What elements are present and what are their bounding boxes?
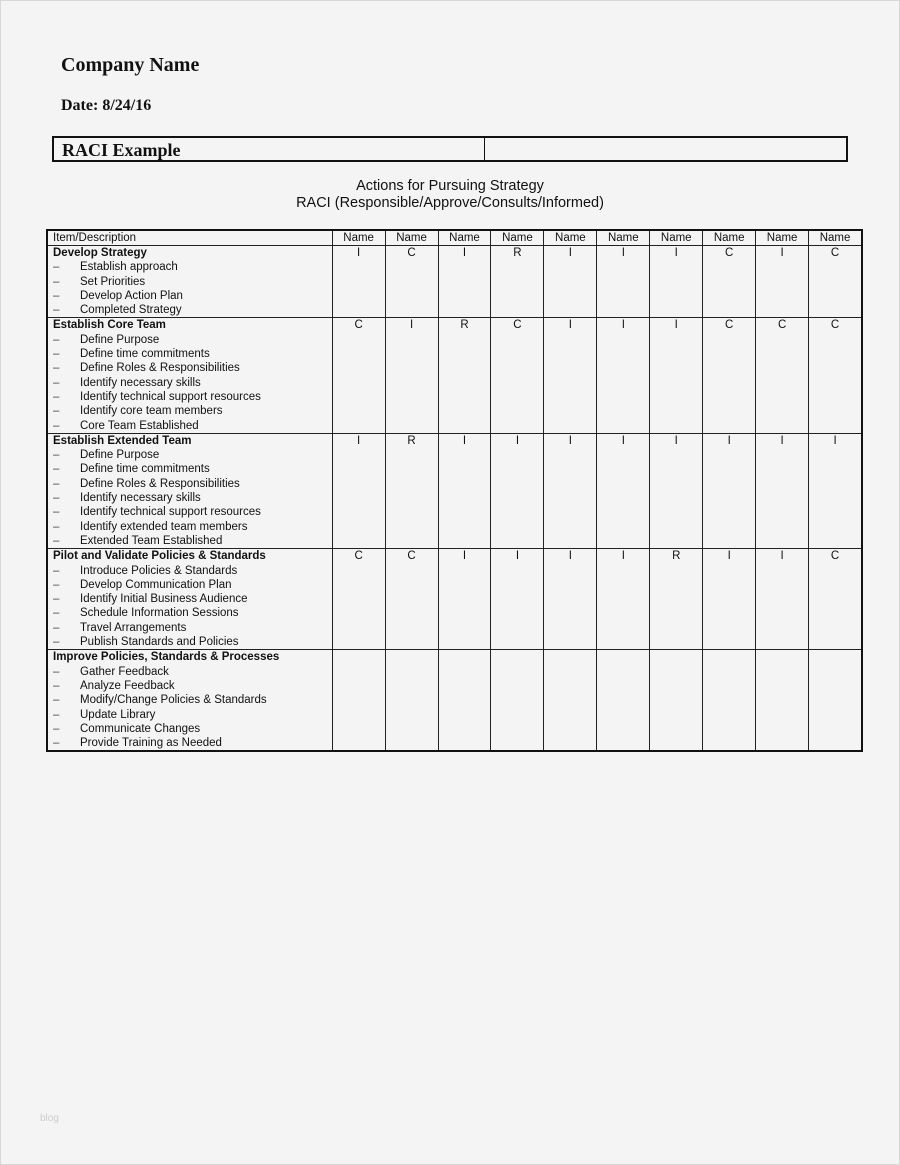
table-row-group <box>48 245 861 317</box>
role-value: I <box>727 550 731 563</box>
role-cell <box>756 549 809 649</box>
role-value <box>544 650 596 664</box>
role-value: I <box>621 319 625 332</box>
bullet-dash: – <box>53 390 60 403</box>
role-value: I <box>515 550 520 563</box>
role-cell <box>756 650 809 750</box>
item-label: Identify necessary skills <box>80 376 201 389</box>
role-cell <box>386 318 439 432</box>
list-item <box>53 404 332 418</box>
role-cell <box>491 246 544 317</box>
bullet-dash: – <box>53 275 60 288</box>
bullet-dash: – <box>53 564 60 577</box>
company-name: Company Name <box>61 54 200 76</box>
role-cell <box>491 650 544 750</box>
list-item <box>53 534 332 548</box>
item-label: Introduce Policies & Standards <box>80 564 238 577</box>
role-cell <box>333 549 386 649</box>
role-value: I <box>409 319 414 332</box>
role-cell <box>544 246 597 317</box>
bullet-dash: – <box>53 405 60 418</box>
list-item <box>53 419 332 433</box>
item-label: Define Roles & Responsibilities <box>80 362 240 375</box>
header-label: Name <box>607 232 639 244</box>
role-cell <box>650 549 703 649</box>
raci-title-box <box>52 136 848 162</box>
role-cell <box>703 318 756 432</box>
date: Date: 8/24/16 <box>61 97 152 114</box>
list-item <box>53 520 332 534</box>
role-value: C <box>830 550 840 563</box>
bullet-dash: – <box>53 722 60 735</box>
bullet-dash: – <box>53 304 60 317</box>
raci-box-label: RACI Example <box>54 138 485 160</box>
role-cell <box>650 246 703 317</box>
header-label: Name <box>555 232 586 244</box>
role-cell <box>386 246 439 317</box>
group-description <box>48 549 333 649</box>
role-value: I <box>462 434 467 447</box>
list-item <box>53 578 332 592</box>
role-value <box>756 650 808 664</box>
role-value <box>703 650 755 664</box>
header-name-9 <box>756 231 809 245</box>
list-item <box>53 722 332 736</box>
bullet-dash: – <box>53 477 60 490</box>
item-label: Gather Feedback <box>80 665 169 678</box>
item-label: Define time commitments <box>80 348 210 361</box>
bullet-dash: – <box>53 362 60 375</box>
role-value: I <box>462 247 467 259</box>
bullet-dash: – <box>53 636 60 649</box>
role-value: I <box>780 434 784 447</box>
header-label: Name <box>449 232 480 244</box>
header-label: Name <box>396 232 427 244</box>
bullet-dash: – <box>53 348 60 361</box>
bullet-dash: – <box>53 607 60 620</box>
role-cell <box>756 318 809 432</box>
list-item <box>53 693 332 707</box>
list-item <box>53 333 332 347</box>
role-cell <box>809 318 861 432</box>
role-value <box>386 650 438 664</box>
header-label: Name <box>343 232 374 244</box>
list-item <box>53 564 332 578</box>
role-cell <box>597 246 650 317</box>
role-cell <box>491 549 544 649</box>
role-cell <box>703 549 756 649</box>
bullet-dash: – <box>53 737 60 750</box>
list-item <box>53 505 332 519</box>
list-item <box>53 477 332 491</box>
role-cell <box>439 434 492 548</box>
raci-table <box>46 229 863 752</box>
bullet-dash: – <box>53 578 60 591</box>
role-value: I <box>621 550 625 563</box>
role-cell <box>544 318 597 432</box>
group-title: Develop Strategy <box>53 247 147 259</box>
list-item <box>53 376 332 390</box>
bullet-dash: – <box>53 621 60 634</box>
role-cell <box>597 318 650 432</box>
header-label: Name <box>660 232 692 244</box>
role-cell <box>386 434 439 548</box>
bullet-dash: – <box>53 679 60 692</box>
bullet-dash: – <box>53 506 60 519</box>
item-label: Set Priorities <box>80 275 146 288</box>
bullet-dash: – <box>53 593 60 606</box>
item-label: Analyze Feedback <box>80 679 175 692</box>
group-description <box>48 650 333 750</box>
header-label: Name <box>766 232 798 244</box>
role-value <box>597 650 649 664</box>
role-value: R <box>513 247 522 259</box>
bullet-dash: – <box>53 665 60 678</box>
role-cell <box>703 650 756 750</box>
header-label: Name <box>502 232 533 244</box>
header-item-description <box>48 231 333 245</box>
list-item <box>53 462 332 476</box>
list-item <box>53 491 332 505</box>
role-cell <box>809 650 861 750</box>
list-item <box>53 708 332 722</box>
list-item <box>53 303 332 317</box>
bullet-dash: – <box>53 333 60 346</box>
role-cell <box>703 246 756 317</box>
role-value <box>809 650 861 664</box>
role-cell <box>333 434 386 548</box>
role-cell <box>439 246 492 317</box>
list-item <box>53 260 332 274</box>
document-title: Actions for Pursuing Strategy <box>356 178 544 194</box>
item-label: Identify core team members <box>80 405 223 418</box>
group-title: Pilot and Validate Policies & Standards <box>53 550 266 563</box>
item-label: Update Library <box>80 708 156 721</box>
list-item <box>53 592 332 606</box>
group-description <box>48 318 333 432</box>
item-label: Travel Arrangements <box>80 621 187 634</box>
role-cell <box>439 549 492 649</box>
role-value: I <box>357 247 361 259</box>
role-cell <box>650 650 703 750</box>
role-cell <box>544 650 597 750</box>
list-item <box>53 390 332 404</box>
role-value: I <box>568 247 572 259</box>
list-item <box>53 679 332 693</box>
role-value: C <box>725 319 734 332</box>
role-value: I <box>727 434 731 447</box>
item-label: Completed Strategy <box>80 304 182 317</box>
role-cell <box>439 318 492 432</box>
table-row-group <box>48 548 861 649</box>
role-value: C <box>830 319 840 332</box>
bullet-dash: – <box>53 520 60 533</box>
header-name-10 <box>809 231 861 245</box>
role-value <box>650 650 702 664</box>
role-cell <box>809 549 861 649</box>
item-label: Extended Team Established <box>80 534 223 547</box>
role-cell <box>491 434 544 548</box>
bullet-dash: – <box>53 289 60 302</box>
role-cell <box>333 650 386 750</box>
item-label: Define Roles & Responsibilities <box>80 477 240 490</box>
item-label: Define Purpose <box>80 333 160 346</box>
list-item <box>53 736 332 750</box>
header-name-5 <box>544 231 597 245</box>
role-value: C <box>725 247 734 259</box>
bullet-dash: – <box>53 708 60 721</box>
role-value: I <box>568 550 572 563</box>
item-label: Identify Initial Business Audience <box>80 593 248 606</box>
role-cell <box>597 650 650 750</box>
list-item <box>53 361 332 375</box>
item-label: Establish approach <box>80 261 178 274</box>
role-value: C <box>830 247 840 259</box>
role-cell <box>809 246 861 317</box>
role-cell <box>650 434 703 548</box>
role-value: C <box>354 550 363 563</box>
watermark: blog <box>40 1113 59 1124</box>
bullet-dash: – <box>53 261 60 274</box>
role-value: I <box>674 247 678 259</box>
list-item <box>53 606 332 620</box>
bullet-dash: – <box>53 694 60 707</box>
header-name-8 <box>703 231 756 245</box>
item-label: Define Purpose <box>80 449 160 462</box>
role-cell <box>333 246 386 317</box>
header-label: Name <box>713 232 745 244</box>
list-item <box>53 275 332 289</box>
role-cell <box>703 434 756 548</box>
group-title: Establish Extended Team <box>53 434 192 447</box>
bullet-dash: – <box>53 534 60 547</box>
bullet-dash: – <box>53 376 60 389</box>
role-cell <box>756 246 809 317</box>
header-name-3 <box>439 231 492 245</box>
item-label: Publish Standards and Policies <box>80 636 239 649</box>
group-description <box>48 434 333 548</box>
header-name-6 <box>597 231 650 245</box>
role-value: I <box>674 434 678 447</box>
document-subtitle: RACI (Responsible/Approve/Consults/Informed) <box>296 195 604 211</box>
role-value: I <box>674 319 678 332</box>
role-value <box>333 650 385 664</box>
role-cell <box>439 650 492 750</box>
role-value: R <box>407 434 416 447</box>
header-name-7 <box>650 231 703 245</box>
role-value: I <box>568 434 572 447</box>
role-value: I <box>621 434 625 447</box>
group-title: Establish Core Team <box>53 319 166 332</box>
role-cell <box>491 318 544 432</box>
role-cell <box>386 549 439 649</box>
item-label: Identify extended team members <box>80 520 248 533</box>
item-label: Define time commitments <box>80 463 210 476</box>
role-value: C <box>407 247 416 259</box>
role-value: I <box>621 247 625 259</box>
role-cell <box>333 318 386 432</box>
role-value <box>439 650 491 664</box>
role-value: C <box>777 319 787 332</box>
role-cell <box>386 650 439 750</box>
role-cell <box>597 549 650 649</box>
list-item <box>53 665 332 679</box>
list-item <box>53 635 332 649</box>
role-value: C <box>513 319 522 332</box>
role-value: C <box>407 550 416 563</box>
role-value: I <box>833 434 837 447</box>
list-item <box>53 448 332 462</box>
item-label: Provide Training as Needed <box>80 737 222 750</box>
item-label: Identify technical support resources <box>80 390 261 403</box>
bullet-dash: – <box>53 492 60 505</box>
item-label: Modify/Change Policies & Standards <box>80 694 267 707</box>
header-name-4 <box>491 231 544 245</box>
table-header-row <box>48 231 861 245</box>
item-label: Identify technical support resources <box>80 506 261 519</box>
role-cell <box>756 434 809 548</box>
list-item <box>53 289 332 303</box>
group-title: Improve Policies, Standards & Processes <box>53 651 280 664</box>
role-value: I <box>462 550 467 563</box>
role-value: I <box>780 247 784 259</box>
role-cell <box>544 549 597 649</box>
role-value: I <box>515 434 520 447</box>
role-value: C <box>354 319 363 332</box>
role-value: I <box>780 550 784 563</box>
bullet-dash: – <box>53 449 60 462</box>
role-cell <box>809 434 861 548</box>
item-label: Core Team Established <box>80 419 199 432</box>
role-cell <box>544 434 597 548</box>
role-cell <box>650 318 703 432</box>
role-value <box>491 650 543 664</box>
role-value: R <box>460 319 469 332</box>
item-label: Develop Communication Plan <box>80 578 232 591</box>
table-row-group <box>48 433 861 548</box>
role-cell <box>597 434 650 548</box>
role-value: I <box>357 434 361 447</box>
header-label: Item/Description <box>53 232 137 244</box>
item-label: Develop Action Plan <box>80 289 183 302</box>
item-label: Schedule Information Sessions <box>80 607 239 620</box>
header-name-1 <box>333 231 386 245</box>
item-label: Communicate Changes <box>80 722 201 735</box>
header-name-2 <box>386 231 439 245</box>
list-item <box>53 621 332 635</box>
role-value: I <box>568 319 572 332</box>
table-row-group <box>48 649 861 750</box>
role-value: R <box>672 550 681 563</box>
header-label: Name <box>819 232 851 244</box>
bullet-dash: – <box>53 463 60 476</box>
list-item <box>53 347 332 361</box>
item-label: Identify necessary skills <box>80 492 201 505</box>
table-row-group <box>48 317 861 432</box>
bullet-dash: – <box>53 419 60 432</box>
group-description <box>48 246 333 317</box>
